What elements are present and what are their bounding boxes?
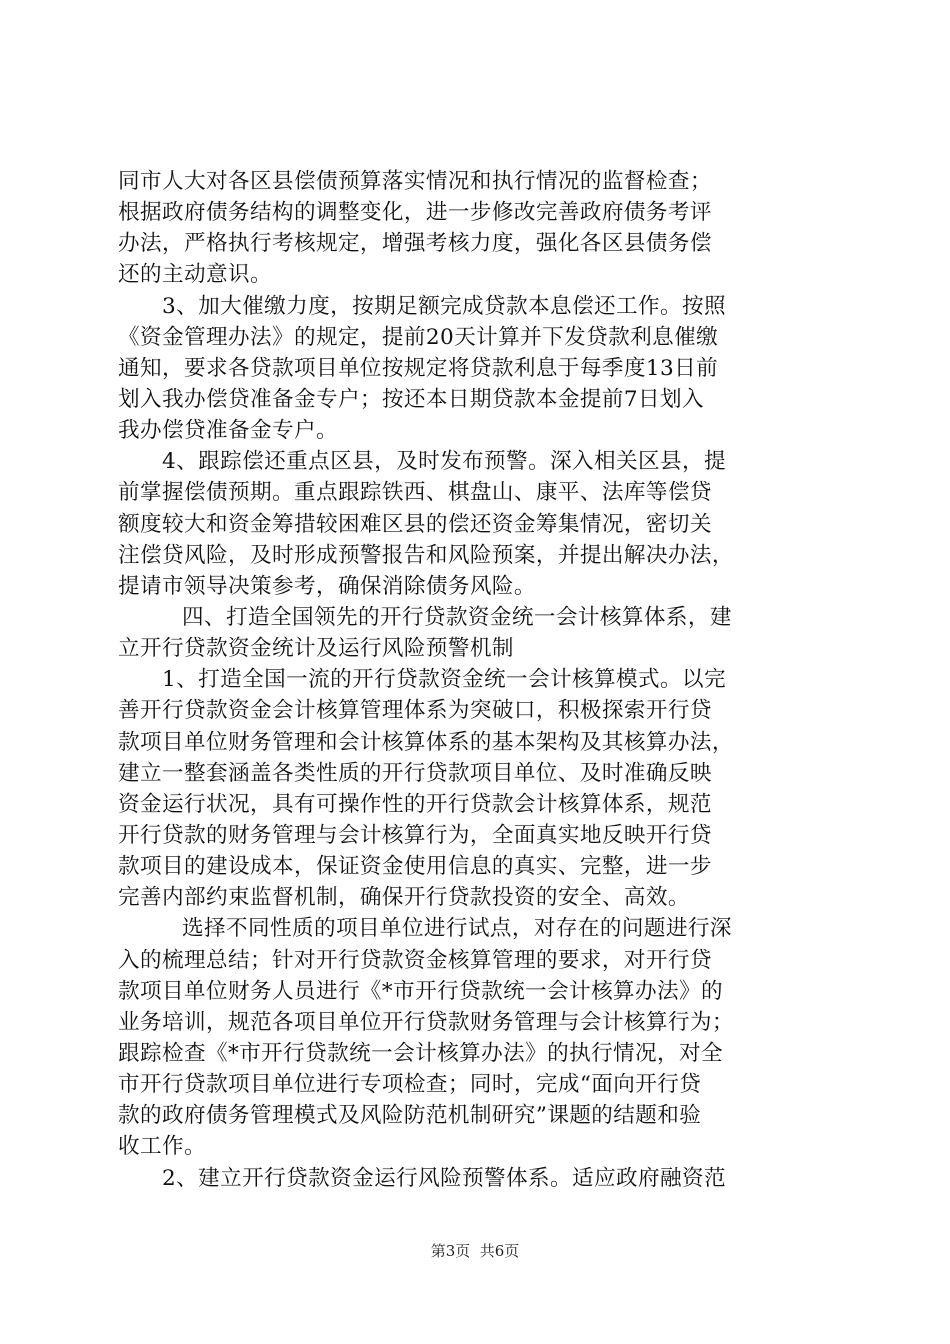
text-line: 善开行贷款资金会计核算管理体系为突破口，积极探索开行贷 <box>118 698 712 724</box>
page-number-footer: 第3页 共6页 <box>430 1242 520 1260</box>
section-heading-line: 立开行贷款资金统计及运行风险预警机制 <box>118 636 514 662</box>
text-line: 市开行贷款项目单位进行专项检查；同时，完成“面向开行贷 <box>118 1072 702 1098</box>
paragraph-start-line: 4、跟踪偿还重点区县，及时发布预警。深入相关区县，提 <box>162 449 726 475</box>
text-line: 额度较大和资金筹措较困难区县的偿还资金筹集情况，密切关 <box>118 511 712 537</box>
text-line: 款的政府债务管理模式及风险防范机制研究”课题的结题和验 <box>118 1103 702 1129</box>
text-line: 前掌握偿债预期。重点跟踪铁西、棋盘山、康平、法库等偿贷 <box>118 480 712 506</box>
text-line: 还的主动意识。 <box>118 262 272 288</box>
paragraph-start-line: 选择不同性质的项目单位进行试点，对存在的问题进行深 <box>182 916 732 942</box>
text-line: 业务培训，规范各项目单位开行贷款财务管理与会计核算行为； <box>118 1009 734 1035</box>
text-line: 入的梳理总结；针对开行贷款资金核算管理的要求，对开行贷 <box>118 947 712 973</box>
text-line: 注偿贷风险，及时形成预警报告和风险预案，并提出解决办法， <box>118 542 734 568</box>
document-body <box>118 166 830 1194</box>
text-line: 跟踪检查《*市开行贷款统一会计核算办法》的执行情况，对全 <box>118 1040 724 1066</box>
text-line: 通知，要求各贷款项目单位按规定将贷款利息于每季度13日前 <box>118 355 719 381</box>
text-line: 《资金管理办法》的规定，提前20天计算并下发贷款利息催缴 <box>118 324 719 350</box>
text-line: 我办偿贷准备金专户。 <box>118 418 338 444</box>
text-line: 同市人大对各区县偿债预算落实情况和执行情况的监督检查； <box>118 169 712 194</box>
paragraph-start-line: 3、加大催缴力度，按期足额完成贷款本息偿还工作。按照 <box>162 293 726 319</box>
text-line: 划入我办偿贷准备金专户；按还本日期贷款本金提前7日划入 <box>118 386 704 412</box>
text-line: 款项目单位财务人员进行《*市开行贷款统一会计核算办法》的 <box>118 978 724 1004</box>
text-line: 收工作。 <box>118 1134 206 1160</box>
text-line: 提请市领导决策参考，确保消除债务风险。 <box>118 573 536 599</box>
text-line: 开行贷款的财务管理与会计核算行为，全面真实地反映开行贷 <box>118 822 712 848</box>
paragraph-start-line: 1、打造全国一流的开行贷款资金统一会计核算模式。以完 <box>162 667 726 693</box>
text-line: 完善内部约束监督机制，确保开行贷款投资的安全、高效。 <box>118 885 690 911</box>
text-line: 办法，严格执行考核规定，增强考核力度，强化各区县债务偿 <box>118 231 712 257</box>
paragraph-start-line: 2、建立开行贷款资金运行风险预警体系。适应政府融资范 <box>162 1165 726 1191</box>
text-line: 款项目的建设成本，保证资金使用信息的真实、完整，进一步 <box>118 854 712 880</box>
text-line: 根据政府债务结构的调整变化，进一步修改完善政府债务考评 <box>118 200 712 226</box>
section-heading-line: 四、打造全国领先的开行贷款资金统一会计核算体系，建 <box>182 604 732 630</box>
text-line: 款项目单位财务管理和会计核算体系的基本架构及其核算办法， <box>118 729 734 755</box>
text-line: 资金运行状况，具有可操作性的开行贷款会计核算体系，规范 <box>118 791 712 817</box>
text-line: 建立一整套涵盖各类性质的开行贷款项目单位、及时准确反映 <box>118 760 712 786</box>
